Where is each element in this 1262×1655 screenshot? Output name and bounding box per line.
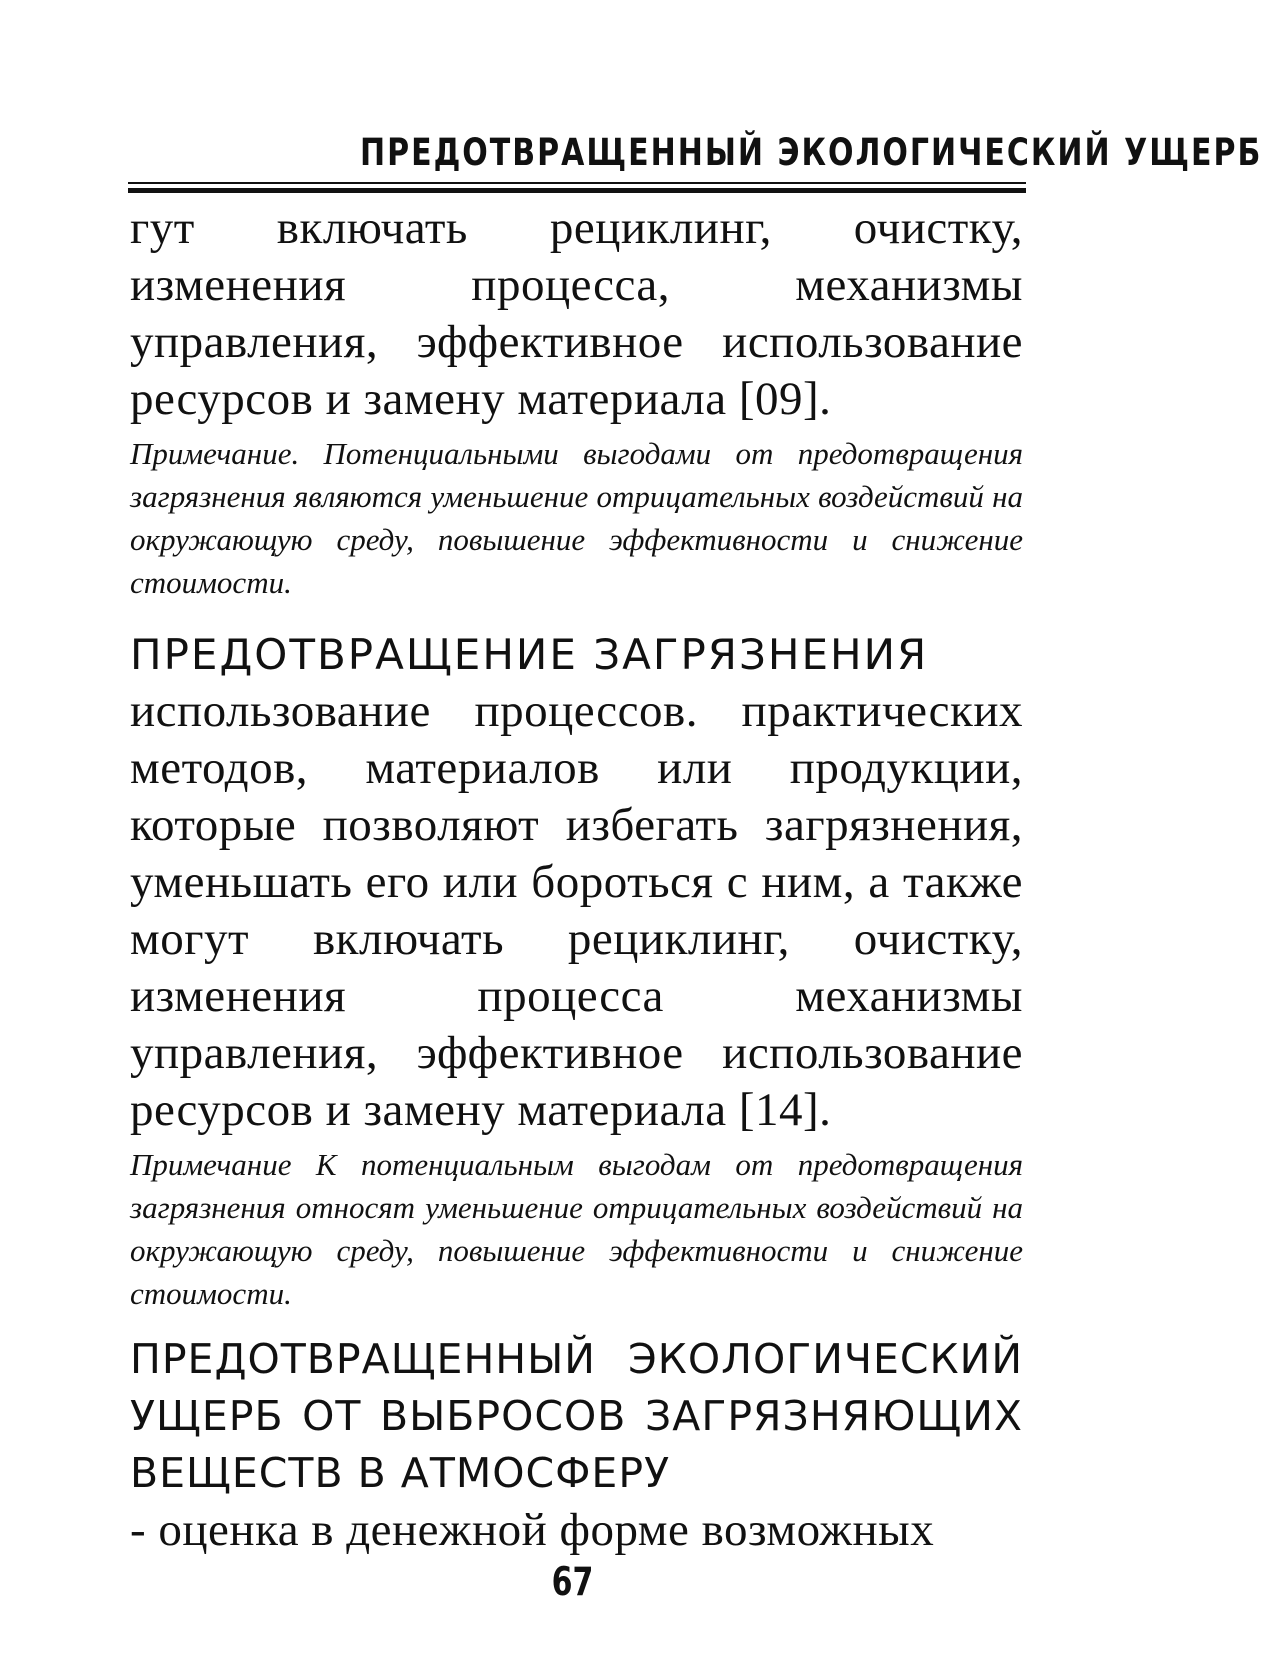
note-2: Примечание К потенциальным выгодам от предотвращения загрязнения относят уменьшение отрицательных воздействий на окружающую среду, повышение эффективности и снижение стоимости.	[130, 1147, 1023, 1311]
page-number: 67	[551, 1560, 594, 1606]
term-heading-1: ПРЕДОТВРАЩЕНИЕ ЗАГРЯЗНЕНИЯ	[130, 630, 929, 679]
definition-2-start: - оценка в денежной форме возможных	[130, 1504, 935, 1556]
paragraph-continued: гут включать рециклинг, очистку, изменения процесса, механизмы управления, эффективное использование ресурсов и замену материала [09].	[130, 202, 1023, 425]
header-rule-thin	[128, 182, 1026, 184]
running-title: ПРЕДОТВРАЩЕННЫЙ ЭКОЛОГИЧЕСКИЙ УЩЕРБ	[360, 131, 1262, 175]
header-rule-thick	[128, 188, 1026, 193]
note-1: Примечание. Потенциальными выгодами от предотвращения загрязнения являются уменьшение отрицательных воздействий на окружающую среду, повышение эффективности и снижение стоимости.	[130, 436, 1023, 600]
term-heading-2: ПРЕДОТВРАЩЕННЫЙ ЭКОЛОГИЧЕСКИЙ УЩЕРБ ОТ ВЫБРОСОВ ЗАГРЯЗНЯЮЩИХ ВЕЩЕСТВ В АТМОСФЕРУ	[130, 1335, 1023, 1497]
body-text	[130, 200, 1023, 1559]
definition-1: использование процессов. практических методов, материалов или продукции, которые позволяют избегать загрязнения, уменьшать его или бороться с ним, а также могут включать рециклинг, очистку, изменения процесса механизмы управления, эффективное использование ресурсов и замену материала [14].	[130, 685, 1023, 1136]
